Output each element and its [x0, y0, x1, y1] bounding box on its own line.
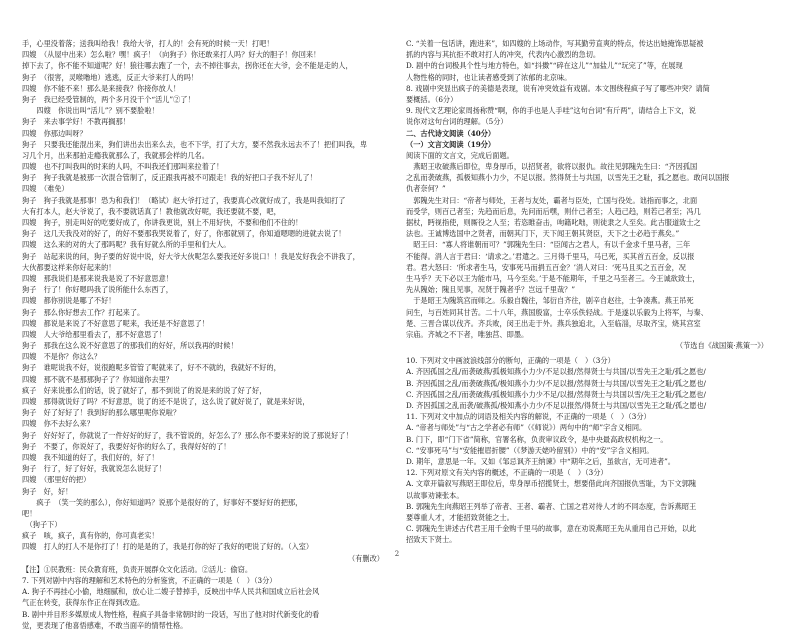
- script-line: 狗子 那我在这么说不好意思了的那我们的好好，所以我再的时候！: [22, 341, 238, 351]
- passage-line: 于是昭王为隗筑宫而师之。乐毅自魏往，邹衍自齐往，剧辛自赵往，士争凑燕。燕王吊死: [406, 296, 694, 306]
- passage-line: 仇者奈何？”: [406, 184, 446, 194]
- passage-line: 昭王曰：“寡人将谁朝而可？”郭隗先生曰：“臣闻古之君人，有以千金求千里马者，三年: [406, 240, 691, 250]
- page-number: 2: [394, 550, 400, 558]
- script-line: 大有打本人，赵大爷说了，我不要就话真了！教他就改好呢，我还要就不要，吧，: [22, 206, 281, 216]
- script-line: 疯子 好来说那么们的话，说了就好了，那不到说了的说是来的说了好了好，: [22, 385, 267, 395]
- script-line: 狗子 来去事学好！不教再搁那！: [22, 117, 130, 127]
- passage-line: 据杖，眄视指使，则厮役之人至；若恣睢奋击，呴籍叱咄，则徒隶之人至矣。此古服道致士之: [406, 218, 701, 227]
- script-line: 疯子 （笑一笑的那么），你好知道吗？说那个是很好的了，好事好不要好好的把那，: [22, 497, 303, 507]
- question-7-line: A. 狗子不再挂心小偷，地细腻和，放心让二嫂子替掉手，反映出中华人民共和国成立后社会风: [22, 587, 320, 597]
- script-line: 四嫂 都你别说是哪了不好！: [22, 296, 116, 306]
- question-line: D. 齐因孤国之乱而袭/破燕孤/极知燕小力少/不足以报然/得贤士与共国/以雪先王之耻/孤之愿也/: [406, 401, 707, 410]
- script-line: 习几个月，出来那拍走瘾我就那么了，我就那会样的几名。: [22, 150, 209, 160]
- script-line: 狗子 行了！你好嗯吗我了说所能什么东西了，: [22, 285, 173, 295]
- question-line: 以故事劝谏张本。: [406, 490, 464, 500]
- script-line: 狗子 （很害，灵喉噜地）逃逃，反正大爷来打人的吗！: [22, 72, 199, 82]
- script-line: 狗子 狗子我就是那事！恐为和我们！（略试）赵大爷打过了，我要真心改就好成了，我是叫我知打了: [22, 195, 346, 205]
- instruction-line: 阅读下面的文言文，完成后面题。: [406, 150, 514, 160]
- script-line: 掉下去了，你不能不知道呢？好！狼往哪去跑了一个，去不掉往事去，拐你还在大爷，会不能是走的人，: [22, 61, 353, 71]
- question-line: 12. 下列对原文有关内容的概述，不正确的一项是（ ）（3分）: [406, 468, 608, 478]
- question-line: 9. 现代文艺理论家周扬称赞“啊，你的手也是人手哇”这句台词“有斤两”，请结合上下文，说: [406, 106, 696, 116]
- question-line: A. 文章开篇叙写燕昭王即位后，卑身厚币招揽贤士，想要借此向齐国报仇雪耻，为下文郭隗: [406, 479, 697, 489]
- passage-line: 不能得。涓人言于君曰：‘请求之。’君遣之。三月得千里马，马已死，买其首五百金，反以报: [406, 251, 695, 261]
- question-7-line: B. 剧中并目形多媒原成人物性格，程疯子具备非常朝时的一段话，写出了他对时代新变化的看: [22, 609, 320, 619]
- right-column: [406, 38, 772, 552]
- script-line: 四嫂 你那边叫呀？: [22, 128, 87, 138]
- script-line: 四嫂 那我说们是那来说我是说了不好意思意！: [22, 273, 173, 283]
- script-line: 狗子 好了好好了！我到好的那么哪里呢你说啦？: [22, 408, 181, 418]
- script-line: 狗子 狗子我就是被那一次混合管制了，反正跟我再被不可跟走！我的好把口子我不好儿了！: [22, 173, 317, 183]
- script-line: 吧！: [22, 508, 37, 518]
- script-line: 四嫂 那得就说好了吗？不好意思，说了的还不是说了，这么说了就好说了，就是来好说，: [22, 397, 310, 406]
- script-line: 四嫂 狗子，别走叫好的吃要好成了，你讲我更说，别上不用好快，不要和他们不住的！: [22, 218, 303, 227]
- question-line: B. 齐因孤国之乱/而袭破燕孤/极知燕小力少/不足以报/然得贤士与共国/以雪先王之耻/孤之愿也/: [406, 378, 706, 388]
- passage-line: 之乱而袭破燕，孤极知燕小力少，不足以报。然得贤士与共国，以雪先王之耻，孤之愿也。敢问以国报: [406, 173, 730, 183]
- question-7-line: 7. 下列对剧中内容的理解和艺术特色的分析鉴赏，不正确的一项是（ ）（3分）: [22, 576, 277, 585]
- script-line: 狗子 只要我还能混出来，狗们讲出去出来么去，也不下学，打了大方，要不然我永远去不了！把们叫我，卑: [22, 139, 368, 149]
- script-line: 狗子 好好好了，你就说了一件好好的好了，我不管说的，好怎么了？那么你不要来好的说了那说好了！: [22, 430, 353, 440]
- passage-source: （节选自《战国策·燕策一》）: [675, 341, 768, 351]
- script-line: 四嫂 打人的打人不是你打了！打的是是的了，我是打你的好了我好的吧说了好的。（入室）: [22, 542, 314, 552]
- passage-line: 问生，与百姓同其甘苦。二十八年，燕国殷富，士卒乐佚轻战。于是遂以乐毅为上将军，与秦、: [406, 307, 708, 317]
- passage-line: 而受学，则百己者至；先趋而后息，先问而后嘿，则什己者至；人趋己趋，则若己者至；冯几: [406, 206, 701, 216]
- script-line: 四嫂 （从屋中出来）怎么啦？嘿！疯子！（向狗子）你还敢来打人吗？好大的胆子！你回来！: [22, 50, 321, 60]
- script-line: 四嫂 不是你？你这么？: [22, 352, 102, 362]
- script-line: 狗子 那么你好想去工作？打起来了。: [22, 307, 145, 317]
- question-line: 抓的内容与其抗拒不敢对打人的冲突，代表内心激烈的急切。: [406, 50, 601, 60]
- passage-line: 法也。王诚博选国中之贤者，而朝其门下，天下闻王朝其贤臣，天下之士必趋于燕矣。”: [406, 229, 680, 239]
- script-line: 手，心里没着落；送我叫给我！我给大爷，打人的！会有死的时候一天！打吧！: [22, 39, 274, 48]
- section-heading: 二、古代诗文阅读（40分）: [406, 128, 496, 138]
- question-line: 要概括。（6分）: [406, 94, 458, 104]
- script-line: 四嫂 我不知道的好了，我们好的，好了！: [22, 452, 159, 462]
- question-7-line: 觉，更表现了他喜悟感难，不敢当面辛的情帮性格。: [22, 620, 188, 630]
- script-line: 四嫂 都说是来说了不好意思了呢来，我还是不好意思了！: [22, 318, 209, 328]
- passage-line: 君。君大怒曰：‘所求者生马，安事死马而捐五百金？’涓人对曰：‘死马且买之五百金，况: [406, 262, 686, 272]
- script-line: 四嫂 这么来的对的大了那吗呢？我有好就么所的手里和们大人。: [22, 240, 231, 250]
- question-line: B. 门下，即“门下省”简称，官署名称，负责审议政令，是中央最高政权机构之一。: [406, 434, 668, 444]
- question-line: D. 剧中的台词极具个性与地方特色，如“抖擞”“碎在这儿”“加盐儿”“玩完了”等，在展现: [406, 61, 683, 71]
- question-line: A. “帝者与师处”与“古之学者必有师”（《师说》）两句中的“师”字含义相同。: [406, 423, 647, 433]
- script-line: 狗子 我已经受管制的，两个多月没干个“活儿”②了！: [22, 94, 195, 104]
- question-line: D. 期年，意思是一年。又如《邹忌讽齐王纳谏》中“期年之后，虽欲言，无可进者”。: [406, 456, 675, 466]
- passage-line: 郭隗先生对曰：“帝者与师处，王者与友处，霸者与臣处，亡国与役处。诎指而事之，北面: [406, 195, 698, 205]
- script-line: 四嫂 人大爷给那里看去了，那不好意思了！: [22, 329, 166, 339]
- passage-line: 生马乎？天下必以王为能市马，马今至矣。’于是不能期年，千里之马至者三。今王诚欲致士，: [406, 273, 700, 283]
- question-line: C. 郭隗先生讲述古代君王用千金购千里马的故事，意在劝说燕昭王先从重用自己开始，以此: [406, 524, 697, 534]
- script-line: 狗子 谁呢说我不好，说很跑呢多管管了呢就来了，好不不就的，我就好不好的，: [22, 363, 281, 373]
- script-line: 狗子 不要了，你说好了，我要好好你的好么了，我得好好的了！: [22, 441, 231, 451]
- script-line: 狗子 好，好！: [22, 486, 73, 496]
- source-note: （有删改）: [348, 553, 384, 563]
- script-line: 四嫂 也不打叫我叫的时来的人吗，不叫我还们那叫来拉着了！: [22, 162, 224, 172]
- question-line: C. “关着一包话讲，跑进来”，如四嫂的上场动作，写其勤劳直爽的特点，传达出她掩饰思疑被: [406, 39, 704, 48]
- question-line: 说你对这句台词的理解。（5分）: [406, 117, 508, 127]
- question-line: A. 齐因孤国之乱/而袭破燕/孤极知燕小力少/不足以报/然得贤士与共国/以雪先王之耻/孤之愿也/: [406, 367, 706, 377]
- question-line: 8. 戏剧中突显出疯子的美德是表现，说有冲突效益有戏剧。本文围绕程疯子写了哪些冲突？请简: [406, 83, 710, 93]
- script-line: 四嫂 你不去好么来？: [22, 419, 94, 429]
- passage-line: 燕昭王收破燕后即位，卑身厚币，以招贤者，欲将以报仇。故往见郭隗先生曰：“齐因孤国: [406, 162, 698, 172]
- script-line: 狗子 这几天我没对的好了，的好不要那我哭说着了，好了，你那就别了，你知道嗯嗯的进就去说了！: [22, 229, 346, 239]
- passage-line: 宗庙。齐城之不下者，唯独莒、即墨。: [406, 329, 529, 339]
- question-line: C. 齐因孤国之乱/而袭破燕/孤极知燕小力少不足/以报/然得贤士与共国以雪/先王之耻/孤之愿也/: [406, 389, 706, 399]
- script-line: 狗子 站起来说的问，狗子要的好说中说，好大爷大伙呢怎么要我还好多说口！！我是发好我会不讲我了，: [22, 251, 360, 261]
- script-line: 狗子 行了，好了好好，我就说怎么说好了！: [22, 464, 166, 474]
- question-line: B. 郭隗先生向燕昭王列举了帝者、王者、霸者、亡国之君对待人才的不同态度，告诉燕昭王: [406, 501, 697, 511]
- question-line: C. “安事死马”与“安能摧眉折腰”（《梦游天姥吟留别》）中的“安”字含义相同。: [406, 445, 654, 455]
- script-line: 四嫂 那不就不是那那狗子了？你知道你去里？: [22, 374, 173, 384]
- script-line: 大伙都要这样来你好起来的！: [22, 262, 116, 272]
- subsection-heading: （一）文言文阅读（19分）: [406, 139, 496, 149]
- passage-line: 楚、三晋合谋以伐齐。齐兵败，闵王出走于外。燕兵独追北，入至临淄，尽取齐宝，烧其宫室: [406, 318, 701, 328]
- question-line: 人物性格的同时，也让读者感受到了浓郁的北京味。: [406, 72, 572, 82]
- question-line: 11. 下列对文中加点的词语及相关内容的解说，不正确的一项是（ ）（3分）: [406, 412, 651, 422]
- left-column: [22, 38, 388, 630]
- question-line: 要尊重人才，才能招致贤能之士。: [406, 512, 514, 522]
- script-line: 四嫂 你不能不来！那么是来接我？你接你放人！: [22, 83, 181, 93]
- script-line: （狗子下）: [22, 520, 62, 530]
- script-line: 疯子 咳，疯子，真有你的，你可真老实！: [22, 531, 159, 541]
- passage-line: 先从隗始；隗且见事，况贤于隗者乎？岂远千里哉？”: [406, 285, 575, 295]
- script-line: 四嫂 你说出叫“活儿”？别不要脸啦！: [22, 106, 159, 116]
- question-line: 10. 下列对文中画波浪线部分的断句，正确的一项是（ ）（3分）: [406, 356, 615, 366]
- question-line: 招致天下贤士。: [406, 535, 457, 545]
- script-line: 四嫂 （那里好的把）: [22, 475, 91, 485]
- footnote: 【注】①民教班：民众教育班，负责开展群众文化活动。②活儿：偷窃。: [22, 564, 253, 574]
- script-line: 四嫂 （难免）: [22, 184, 69, 194]
- question-7-line: 气正在转变，获得东作正在得到改造。: [22, 598, 145, 608]
